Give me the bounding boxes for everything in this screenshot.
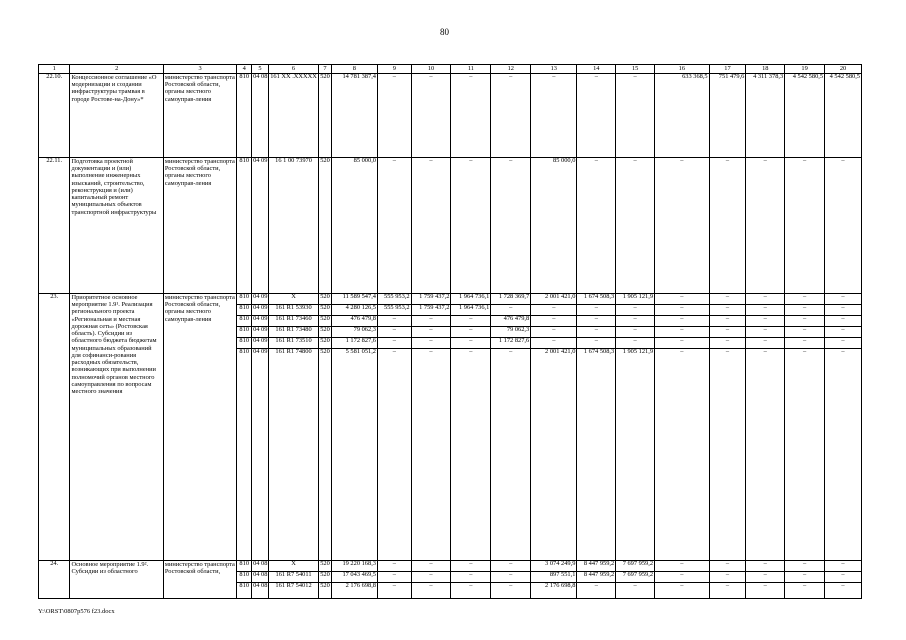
cell-c8: 476 479,8 xyxy=(331,316,377,327)
cell-c15: – xyxy=(616,583,655,599)
cell-c20: – xyxy=(825,572,862,583)
cell-c4: 810 xyxy=(237,349,252,561)
cell-c15: 1 905 121,9 xyxy=(616,294,655,305)
cell-c14: – xyxy=(577,327,616,338)
cell-c10: – xyxy=(411,349,451,561)
cell-c6: X xyxy=(268,294,318,305)
cell-c14: – xyxy=(577,338,616,349)
cell-c5: 04 08 xyxy=(252,561,269,572)
cell-c8: 5 581 051,2 xyxy=(331,349,377,561)
cell-c19: – xyxy=(785,158,825,294)
table-body xyxy=(39,65,862,599)
cell-c13: – xyxy=(531,305,577,316)
cell-c13: – xyxy=(531,74,577,158)
measure-name-cell: Концессионное соглашение «О модернизации и создании инфраструктуры трамвая в городе Ростове-на-Дону»* xyxy=(70,74,163,158)
cell-c16: – xyxy=(655,158,710,294)
cell-c12: – xyxy=(491,158,531,294)
cell-c16: – xyxy=(655,305,710,316)
cell-c8: 17 043 469,5 xyxy=(331,572,377,583)
cell-c16: – xyxy=(655,349,710,561)
column-number-cell: 17 xyxy=(709,65,746,74)
cell-c18: – xyxy=(746,294,785,305)
cell-c6: 161 R1 73480 xyxy=(268,327,318,338)
cell-c7: 520 xyxy=(319,327,332,338)
cell-c5: 04 08 xyxy=(252,74,269,158)
cell-c6: 161 R7 54011 xyxy=(268,572,318,583)
cell-c16: – xyxy=(655,561,710,572)
cell-c19: – xyxy=(785,316,825,327)
cell-c10: – xyxy=(411,583,451,599)
cell-c17: – xyxy=(709,316,746,327)
cell-c20: – xyxy=(825,305,862,316)
cell-c6: 161 XX .XXXXX xyxy=(268,74,318,158)
cell-c14: – xyxy=(577,158,616,294)
cell-c12: 1 728 369,7 xyxy=(491,294,531,305)
cell-c11: 1 964 736,1 xyxy=(451,305,491,316)
measure-name-cell: Основное мероприятие 1.9². Субсидии из областного xyxy=(70,561,163,599)
cell-c10: – xyxy=(411,316,451,327)
cell-c19: – xyxy=(785,294,825,305)
executor-cell: министерство транспорта Ростовской области, органы местного самоуправ-ления xyxy=(163,158,236,294)
cell-c15: – xyxy=(616,305,655,316)
cell-c19: 4 542 580,5 xyxy=(785,74,825,158)
cell-c18: – xyxy=(746,349,785,561)
cell-c19: – xyxy=(785,349,825,561)
column-number-cell: 11 xyxy=(451,65,491,74)
item-number-cell: 23. xyxy=(39,294,70,561)
cell-c8: 1 172 827,6 xyxy=(331,338,377,349)
cell-c15: 7 697 959,2 xyxy=(616,561,655,572)
cell-c17: – xyxy=(709,158,746,294)
executor-cell: министерство транспорта Ростовской области, органы местного самоуправ-ления xyxy=(163,74,236,158)
cell-c18: – xyxy=(746,572,785,583)
cell-c17: – xyxy=(709,305,746,316)
cell-c8: 85 000,0 xyxy=(331,158,377,294)
executor-cell: министерство транспорта Ростовской области, органы местного самоуправ-ления xyxy=(163,294,236,561)
cell-c12: 476 479,8 xyxy=(491,316,531,327)
cell-c12: 1 172 827,6 xyxy=(491,338,531,349)
cell-c16: 633 368,5 xyxy=(655,74,710,158)
cell-c9: – xyxy=(378,158,412,294)
column-number-cell: 15 xyxy=(616,65,655,74)
cell-c4: 810 xyxy=(237,158,252,294)
cell-c15: – xyxy=(616,338,655,349)
table-row xyxy=(39,158,862,294)
cell-c11: – xyxy=(451,327,491,338)
column-number-cell: 10 xyxy=(411,65,451,74)
cell-c10: 1 759 437,2 xyxy=(411,294,451,305)
cell-c18: – xyxy=(746,305,785,316)
cell-c20: – xyxy=(825,349,862,561)
cell-c6: 161 R1 53930 xyxy=(268,305,318,316)
cell-c12: – xyxy=(491,349,531,561)
cell-c9: – xyxy=(378,327,412,338)
column-number-cell: 18 xyxy=(746,65,785,74)
cell-c14: 8 447 959,2 xyxy=(577,561,616,572)
cell-c11: – xyxy=(451,74,491,158)
cell-c20: – xyxy=(825,158,862,294)
cell-c17: – xyxy=(709,583,746,599)
cell-c11: – xyxy=(451,158,491,294)
cell-c7: 520 xyxy=(319,294,332,305)
cell-c10: – xyxy=(411,74,451,158)
cell-c8: 19 220 168,3 xyxy=(331,561,377,572)
measure-name-cell: Подготовка проектной документации и (или) выполнение инженерных изысканий, строительство, реконструкция и (или) капитальный ремонт муниципальных объектов транспортной инфраструктуры xyxy=(70,158,163,294)
column-number-cell: 20 xyxy=(825,65,862,74)
cell-c9: – xyxy=(378,338,412,349)
cell-c16: – xyxy=(655,294,710,305)
cell-c19: – xyxy=(785,305,825,316)
cell-c18: 4 311 378,3 xyxy=(746,74,785,158)
cell-c4: 810 xyxy=(237,572,252,583)
cell-c13: – xyxy=(531,338,577,349)
cell-c6: 161 R1 73460 xyxy=(268,316,318,327)
cell-c12: – xyxy=(491,561,531,572)
item-number-cell: 22.10. xyxy=(39,74,70,158)
cell-c9: – xyxy=(378,74,412,158)
column-number-cell: 13 xyxy=(531,65,577,74)
cell-c15: – xyxy=(616,316,655,327)
column-number-cell: 5 xyxy=(252,65,269,74)
cell-c5: 04 08 xyxy=(252,583,269,599)
cell-c16: – xyxy=(655,338,710,349)
cell-c4: 810 xyxy=(237,74,252,158)
cell-c6: 161 R1 73510 xyxy=(268,338,318,349)
cell-c5: 04 09 xyxy=(252,349,269,561)
cell-c15: – xyxy=(616,327,655,338)
cell-c4: 810 xyxy=(237,583,252,599)
cell-c19: – xyxy=(785,572,825,583)
cell-c5: 04 09 xyxy=(252,294,269,305)
cell-c10: – xyxy=(411,572,451,583)
cell-c6: 161 R7 54012 xyxy=(268,583,318,599)
cell-c4: 810 xyxy=(237,316,252,327)
cell-c5: 04 09 xyxy=(252,327,269,338)
cell-c8: 14 781 387,4 xyxy=(331,74,377,158)
cell-c20: – xyxy=(825,327,862,338)
cell-c4: 810 xyxy=(237,294,252,305)
cell-c7: 520 xyxy=(319,74,332,158)
column-number-row xyxy=(39,65,862,74)
cell-c5: 04 09 xyxy=(252,316,269,327)
cell-c5: 04 09 xyxy=(252,338,269,349)
cell-c10: – xyxy=(411,327,451,338)
cell-c18: – xyxy=(746,158,785,294)
cell-c9: 555 953,2 xyxy=(378,294,412,305)
cell-c14: – xyxy=(577,74,616,158)
column-number-cell: 1 xyxy=(39,65,70,74)
column-number-cell: 9 xyxy=(378,65,412,74)
cell-c9: – xyxy=(378,572,412,583)
cell-c20: 4 542 580,5 xyxy=(825,74,862,158)
cell-c6: 161 R1 74800 xyxy=(268,349,318,561)
cell-c9: – xyxy=(378,561,412,572)
cell-c13: 3 074 249,9 xyxy=(531,561,577,572)
cell-c18: – xyxy=(746,561,785,572)
table-row xyxy=(39,294,862,305)
cell-c11: – xyxy=(451,316,491,327)
cell-c10: – xyxy=(411,158,451,294)
cell-c11: 1 964 736,1 xyxy=(451,294,491,305)
column-number-cell: 19 xyxy=(785,65,825,74)
cell-c8: 2 176 698,8 xyxy=(331,583,377,599)
cell-c15: 7 697 959,2 xyxy=(616,572,655,583)
cell-c9: – xyxy=(378,349,412,561)
cell-c15: – xyxy=(616,158,655,294)
cell-c17: – xyxy=(709,294,746,305)
cell-c13: – xyxy=(531,327,577,338)
measure-name-cell: Приоритетное основное мероприятие 1.9¹. Реализация регионального проекта «Региональная и местная дорожная сеть» (Ростовская область). Субсидии из областного бюджета бюджетам муниципальных образований для софинанси-рования расходных обязательств, возникающих при выполнении полномочий органов местного самоуправления по вопросам местного значения xyxy=(70,294,163,561)
column-number-cell: 3 xyxy=(163,65,236,74)
cell-c8: 11 589 547,4 xyxy=(331,294,377,305)
cell-c10: 1 759 437,2 xyxy=(411,305,451,316)
cell-c14: 8 447 959,2 xyxy=(577,572,616,583)
column-number-cell: 14 xyxy=(577,65,616,74)
cell-c17: – xyxy=(709,561,746,572)
cell-c11: – xyxy=(451,349,491,561)
cell-c10: – xyxy=(411,338,451,349)
column-number-cell: 7 xyxy=(319,65,332,74)
cell-c5: 04 09 xyxy=(252,305,269,316)
cell-c11: – xyxy=(451,561,491,572)
cell-c4: 810 xyxy=(237,327,252,338)
file-path-footer: Y:\ORST\0807p576 f23.docx xyxy=(38,608,115,615)
cell-c13: – xyxy=(531,316,577,327)
column-number-cell: 8 xyxy=(331,65,377,74)
column-number-cell: 2 xyxy=(70,65,163,74)
cell-c11: – xyxy=(451,572,491,583)
cell-c13: 85 000,0 xyxy=(531,158,577,294)
cell-c12: 79 062,3 xyxy=(491,327,531,338)
cell-c19: – xyxy=(785,327,825,338)
cell-c16: – xyxy=(655,327,710,338)
column-number-cell: 16 xyxy=(655,65,710,74)
column-number-cell: 12 xyxy=(491,65,531,74)
cell-c20: – xyxy=(825,583,862,599)
cell-c13: 897 551,1 xyxy=(531,572,577,583)
cell-c13: 2 001 421,0 xyxy=(531,294,577,305)
cell-c14: 1 674 508,3 xyxy=(577,294,616,305)
cell-c5: 04 08 xyxy=(252,572,269,583)
cell-c13: 2 176 698,8 xyxy=(531,583,577,599)
table-row xyxy=(39,74,862,158)
cell-c10: – xyxy=(411,561,451,572)
cell-c11: – xyxy=(451,338,491,349)
cell-c17: – xyxy=(709,338,746,349)
cell-c7: 520 xyxy=(319,583,332,599)
cell-c9: – xyxy=(378,583,412,599)
cell-c12: – xyxy=(491,572,531,583)
cell-c4: 810 xyxy=(237,338,252,349)
cell-c17: – xyxy=(709,327,746,338)
cell-c14: – xyxy=(577,316,616,327)
cell-c18: – xyxy=(746,583,785,599)
cell-c9: 555 953,2 xyxy=(378,305,412,316)
cell-c8: 4 280 126,5 xyxy=(331,305,377,316)
cell-c17: 751 479,6 xyxy=(709,74,746,158)
cell-c19: – xyxy=(785,561,825,572)
cell-c7: 520 xyxy=(319,349,332,561)
cell-c14: – xyxy=(577,305,616,316)
cell-c20: – xyxy=(825,316,862,327)
cell-c19: – xyxy=(785,583,825,599)
cell-c7: 520 xyxy=(319,561,332,572)
cell-c18: – xyxy=(746,327,785,338)
cell-c6: X xyxy=(268,561,318,572)
column-number-cell: 4 xyxy=(237,65,252,74)
cell-c14: 1 674 508,3 xyxy=(577,349,616,561)
cell-c20: – xyxy=(825,294,862,305)
cell-c15: 1 905 121,9 xyxy=(616,349,655,561)
cell-c7: 520 xyxy=(319,305,332,316)
cell-c7: 520 xyxy=(319,338,332,349)
cell-c4: 810 xyxy=(237,305,252,316)
item-number-cell: 22.11. xyxy=(39,158,70,294)
cell-c8: 79 062,3 xyxy=(331,327,377,338)
column-number-cell: 6 xyxy=(268,65,318,74)
cell-c12: – xyxy=(491,583,531,599)
cell-c16: – xyxy=(655,583,710,599)
cell-c20: – xyxy=(825,338,862,349)
cell-c7: 520 xyxy=(319,158,332,294)
cell-c11: – xyxy=(451,583,491,599)
cell-c5: 04 09 xyxy=(252,158,269,294)
cell-c12: – xyxy=(491,305,531,316)
executor-cell: министерство транспорта Ростовской области, xyxy=(163,561,236,599)
cell-c14: – xyxy=(577,583,616,599)
cell-c17: – xyxy=(709,572,746,583)
cell-c20: – xyxy=(825,561,862,572)
cell-c4: 810 xyxy=(237,561,252,572)
cell-c16: – xyxy=(655,572,710,583)
cell-c15: – xyxy=(616,74,655,158)
cell-c18: – xyxy=(746,316,785,327)
page-number: 80 xyxy=(440,27,449,37)
cell-c6: 16 1 00 73970 xyxy=(268,158,318,294)
item-number-cell: 24. xyxy=(39,561,70,599)
cell-c13: 2 001 421,0 xyxy=(531,349,577,561)
budget-table xyxy=(38,64,862,599)
cell-c12: – xyxy=(491,74,531,158)
cell-c17: – xyxy=(709,349,746,561)
cell-c18: – xyxy=(746,338,785,349)
cell-c19: – xyxy=(785,338,825,349)
cell-c9: – xyxy=(378,316,412,327)
cell-c7: 520 xyxy=(319,316,332,327)
cell-c16: – xyxy=(655,316,710,327)
table-row xyxy=(39,561,862,572)
cell-c7: 520 xyxy=(319,572,332,583)
